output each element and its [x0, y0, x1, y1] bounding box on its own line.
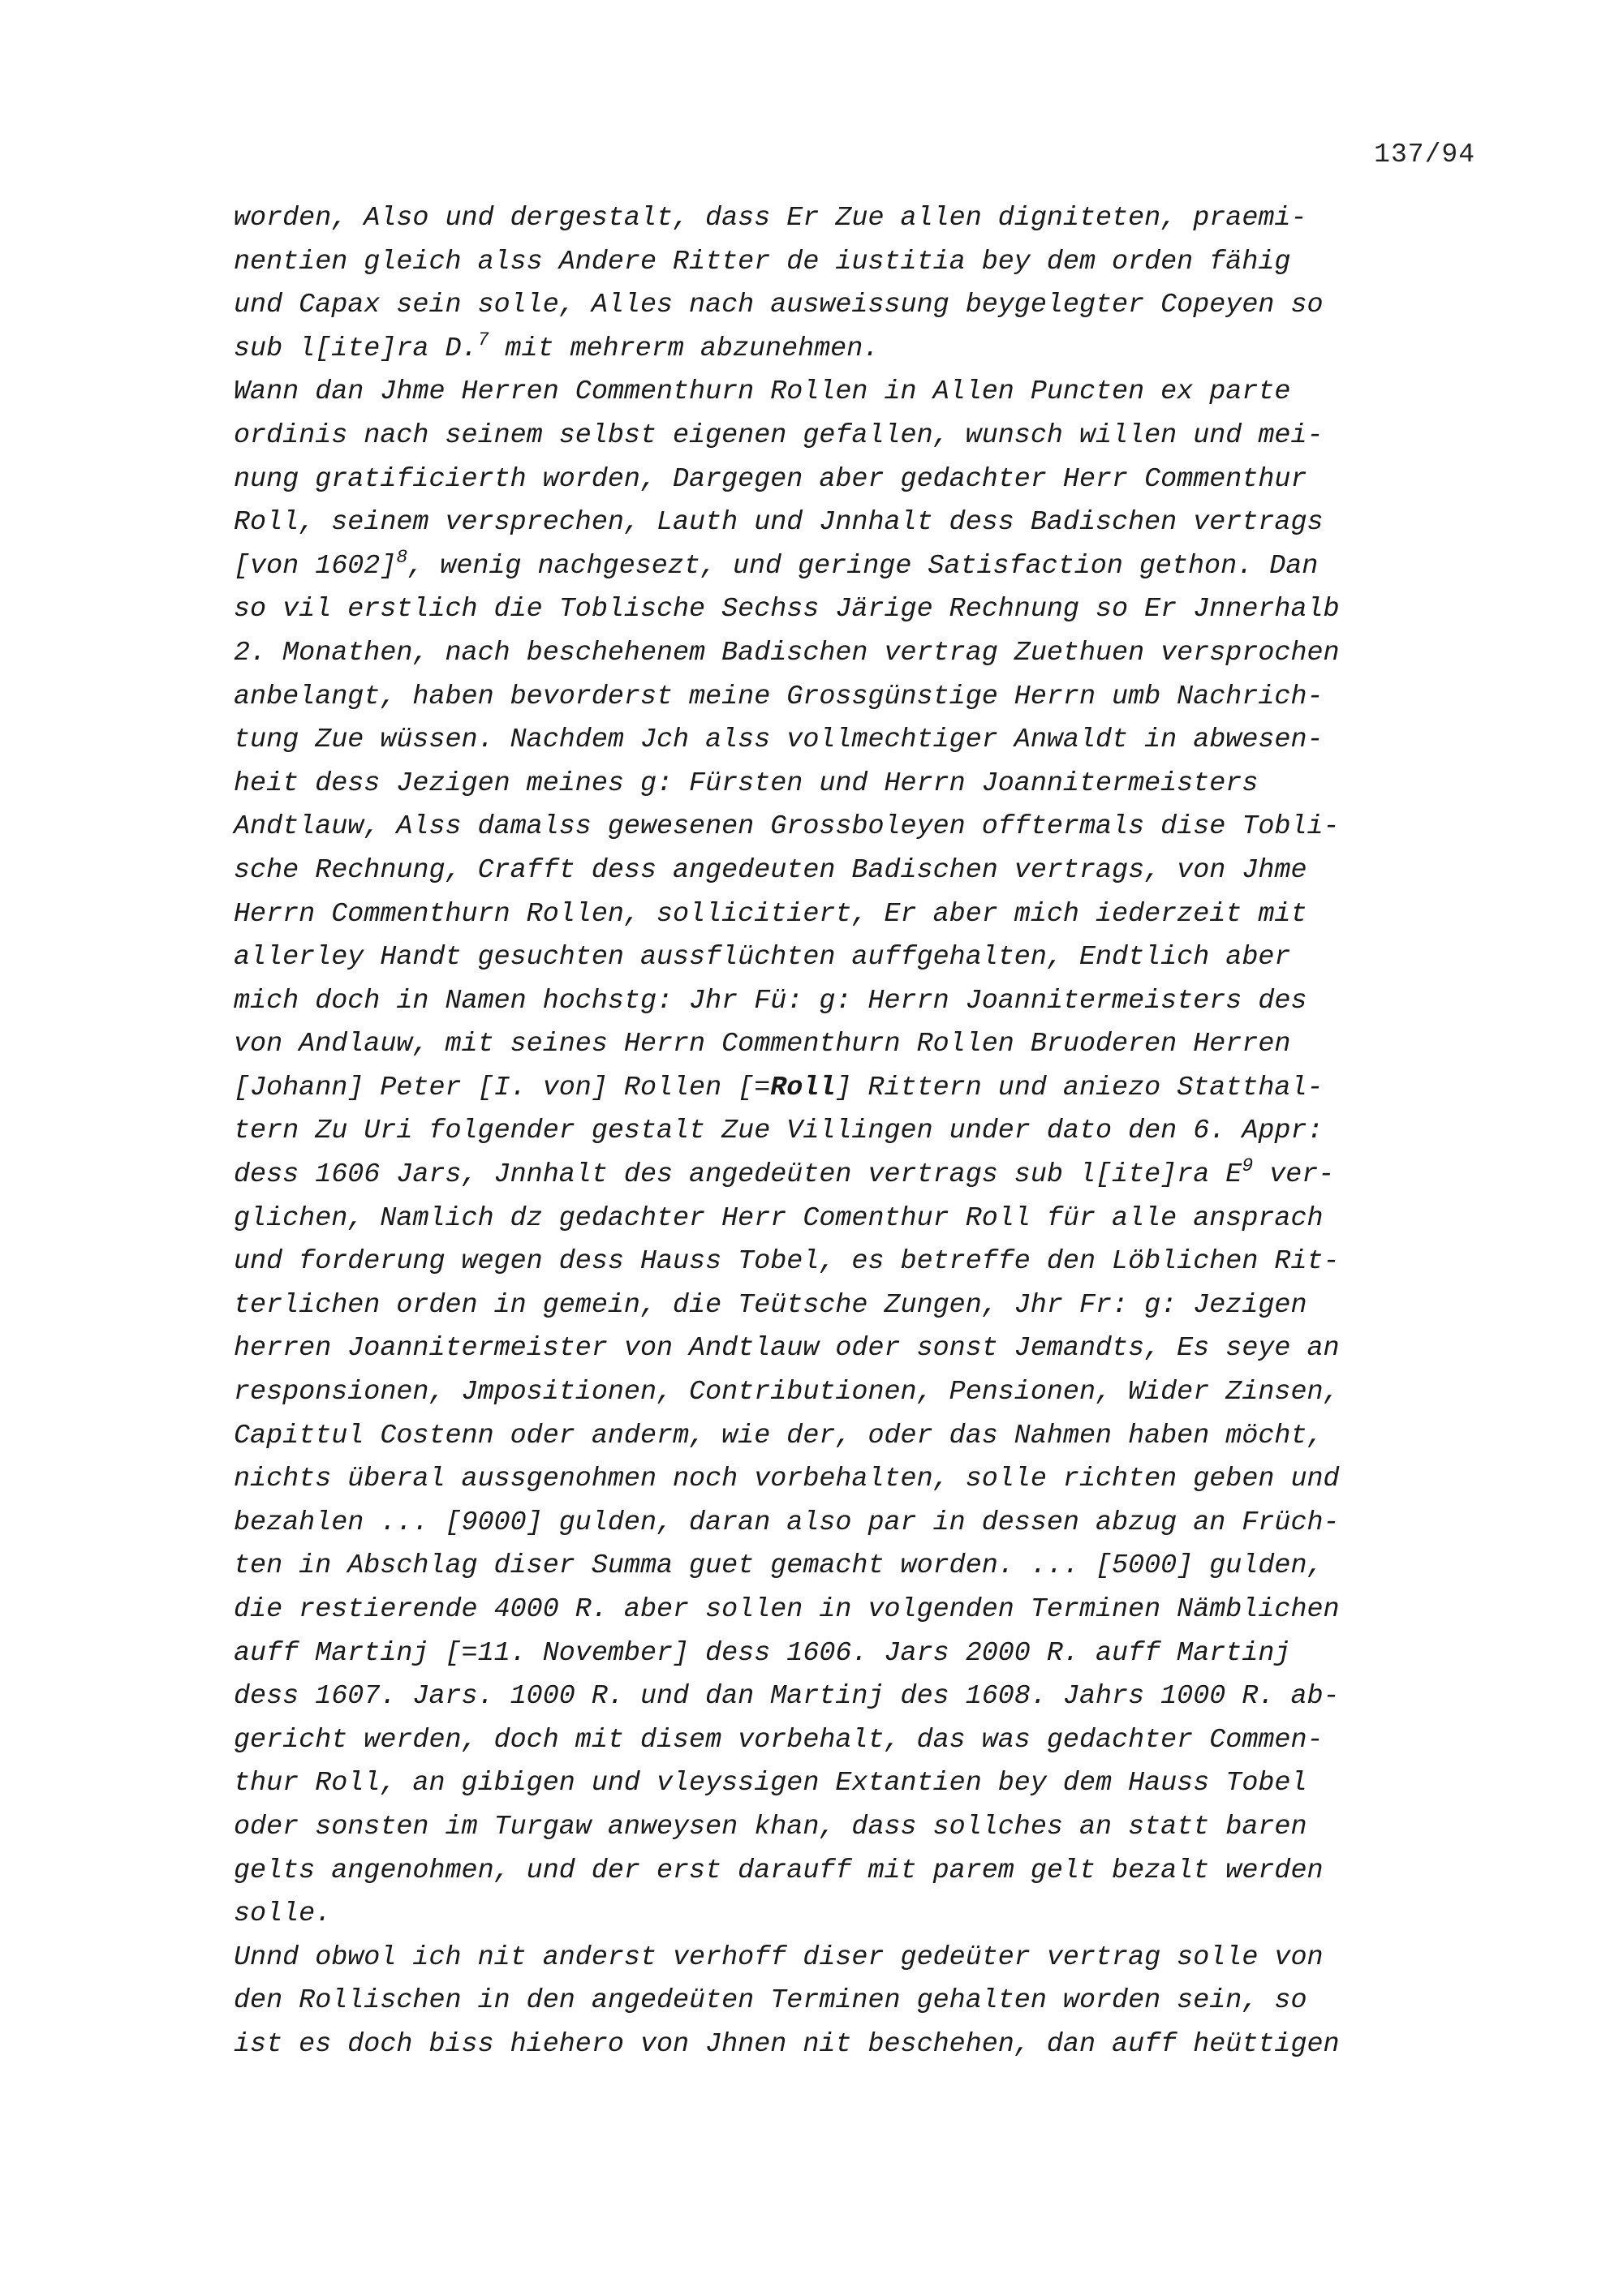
- text-segment: die restierende 4000 R. aber sollen in volgenden Terminen Nämblichen: [234, 1594, 1340, 1625]
- text-line: [234, 1371, 1467, 1415]
- text-line: [234, 806, 1467, 849]
- text-line: [234, 1762, 1467, 1806]
- text-line: [234, 2023, 1467, 2067]
- text-segment: ten in Abschlag diser Summa guet gemacht worden. ... [5000] gulden,: [234, 1550, 1324, 1582]
- text-segment: oder sonsten im Turgaw anweysen khan, dass sollches an statt baren: [234, 1811, 1307, 1842]
- text-line: [234, 1240, 1467, 1284]
- text-line: [234, 588, 1467, 632]
- text-line: [234, 676, 1467, 720]
- text-line: [234, 980, 1467, 1024]
- text-line: [234, 1937, 1467, 1980]
- text-segment: ] Rittern und aniezo Statthal-: [835, 1072, 1324, 1103]
- text-line: [234, 1589, 1467, 1632]
- text-segment: gericht werden, doch mit disem vorbehalt, das was gedachter Commen-: [234, 1724, 1324, 1756]
- text-segment: und forderung wegen dess Hauss Tobel, es betreffe den Löblichen Rit-: [234, 1246, 1340, 1278]
- text-line: [234, 1980, 1467, 2023]
- text-line: [234, 893, 1467, 937]
- text-segment: auff Martinj [=11. November] dess 1606. Jars 2000 R. auff Martinj: [234, 1637, 1291, 1669]
- text-line: [234, 763, 1467, 806]
- text-segment: thur Roll, an gibigen und vleyssigen Extantien bey dem Hauss Tobel: [234, 1768, 1307, 1799]
- text-segment: allerley Handt gesuchten aussflüchten auffgehalten, Endtlich aber: [234, 942, 1291, 974]
- text-line: [234, 328, 1467, 372]
- text-segment: so vil erstlich die Toblische Sechss Järige Rechnung so Er Jnnerhalb: [234, 594, 1340, 626]
- text-segment: Herrn Commenthurn Rollen, sollicitiert, Er aber mich iederzeit mit: [234, 898, 1307, 930]
- text-segment: den Rollischen in den angedeüten Terminen gehalten worden sein, so: [234, 1985, 1307, 2017]
- text-line: [234, 1154, 1467, 1197]
- text-segment: ver-: [1253, 1159, 1335, 1191]
- text-line: [234, 1502, 1467, 1546]
- text-line: [234, 1023, 1467, 1067]
- text-segment: sub l[ite]ra D.: [234, 333, 478, 364]
- text-segment: Unnd obwol ich nit anderst verhoff diser gedeüter vertrag solle von: [234, 1941, 1324, 1973]
- text-line: [234, 1458, 1467, 1502]
- footnote-marker: 8: [396, 546, 408, 568]
- text-line: [234, 719, 1467, 763]
- text-line: [234, 632, 1467, 676]
- text-segment: heit dess Jezigen meines g: Fürsten und Herrn Joannitermeisters: [234, 767, 1259, 799]
- text-segment: herren Joannitermeister von Andtlauw oder sonst Jemandts, Es seye an: [234, 1333, 1340, 1365]
- bold-text-segment: Roll: [770, 1072, 836, 1103]
- text-line: [234, 1545, 1467, 1589]
- footnote-marker: 7: [477, 329, 489, 350]
- text-line: [234, 1806, 1467, 1850]
- text-line: [234, 545, 1467, 589]
- text-line: [234, 241, 1467, 285]
- text-segment: dess 1606 Jars, Jnnhalt des angedeüten vertrags sub l[ite]ra E: [234, 1159, 1242, 1191]
- text-segment: 2. Monathen, nach beschehenem Badischen vertrag Zuethuen versprochen: [234, 637, 1340, 669]
- text-line: [234, 936, 1467, 980]
- text-segment: gelts angenohmen, und der erst darauff mit parem gelt bezalt werden: [234, 1855, 1324, 1886]
- text-segment: tung Zue wüssen. Nachdem Jch alss vollmechtiger Anwaldt in abwesen-: [234, 724, 1324, 756]
- text-segment: solle.: [234, 1898, 332, 1930]
- transcription-body: [234, 197, 1467, 2067]
- text-segment: sche Rechnung, Crafft dess angedeuten Badischen vertrags, von Jhme: [234, 854, 1307, 886]
- text-line: [234, 1197, 1467, 1241]
- text-segment: glichen, Namlich dz gedachter Herr Comenthur Roll für alle ansprach: [234, 1202, 1324, 1234]
- text-line: [234, 1327, 1467, 1371]
- text-segment: von Andlauw, mit seines Herrn Commenthurn Rollen Bruoderen Herren: [234, 1029, 1291, 1060]
- text-segment: responsionen, Jmpositionen, Contributionen, Pensionen, Wider Zinsen,: [234, 1377, 1340, 1408]
- text-line: [234, 1675, 1467, 1719]
- text-segment: worden, Also und dergestalt, dass Er Zue allen digniteten, praemi-: [234, 203, 1307, 234]
- text-line: [234, 1110, 1467, 1154]
- text-segment: [von 1602]: [234, 550, 397, 582]
- text-segment: Capittul Costenn oder anderm, wie der, oder das Nahmen haben möcht,: [234, 1420, 1324, 1451]
- text-line: [234, 458, 1467, 502]
- text-segment: tern Zu Uri folgender gestalt Zue Villingen under dato den 6. Appr:: [234, 1116, 1324, 1147]
- text-line: [234, 197, 1467, 241]
- page-number: 137/94: [1374, 140, 1475, 170]
- footnote-marker: 9: [1242, 1155, 1254, 1177]
- text-segment: ordinis nach seinem selbst eigenen gefallen, wunsch willen und mei-: [234, 419, 1324, 451]
- text-line: [234, 1719, 1467, 1763]
- text-line: [234, 1284, 1467, 1328]
- text-segment: und Capax sein solle, Alles nach ausweissung beygelegter Copeyen so: [234, 290, 1324, 321]
- text-segment: nentien gleich alss Andere Ritter de iustitia bey dem orden fähig: [234, 246, 1291, 277]
- text-segment: Roll, seinem versprechen, Lauth und Jnnhalt dess Badischen vertrags: [234, 507, 1324, 539]
- text-segment: nung gratificierth worden, Dargegen aber gedachter Herr Commenthur: [234, 463, 1307, 495]
- text-segment: mich doch in Namen hochstg: Jhr Fü: g: Herrn Joannitermeisters des: [234, 985, 1307, 1017]
- text-segment: ist es doch biss hiehero von Jhnen nit beschehen, dan auff heüttigen: [234, 2028, 1340, 2060]
- text-segment: terlichen orden in gemein, die Teütsche Zungen, Jhr Fr: g: Jezigen: [234, 1289, 1307, 1321]
- text-line: [234, 1850, 1467, 1894]
- text-segment: bezahlen ... [9000] gulden, daran also par in dessen abzug an Früch-: [234, 1507, 1340, 1538]
- text-line: [234, 371, 1467, 415]
- text-line: [234, 1632, 1467, 1676]
- text-segment: mit mehrerm abzunehmen.: [489, 333, 880, 364]
- text-segment: dess 1607. Jars. 1000 R. und dan Martinj des 1608. Jahrs 1000 R. ab-: [234, 1681, 1340, 1713]
- text-line: [234, 415, 1467, 458]
- text-segment: nichts überal aussgenohmen noch vorbehalten, solle richten geben und: [234, 1464, 1340, 1495]
- text-segment: anbelangt, haben bevorderst meine Grossgünstige Herrn umb Nachrich-: [234, 681, 1324, 712]
- text-line: [234, 501, 1467, 545]
- text-segment: [Johann] Peter [I. von] Rollen [=: [234, 1072, 771, 1103]
- text-segment: , wenig nachgesezt, und geringe Satisfaction gethon. Dan: [407, 550, 1319, 582]
- text-line: [234, 1415, 1467, 1459]
- text-line: [234, 284, 1467, 328]
- text-line: [234, 1893, 1467, 1937]
- text-segment: Andtlauw, Alss damalss gewesenen Grossboleyen offtermals dise Tobli-: [234, 811, 1340, 843]
- text-line: [234, 1067, 1467, 1111]
- text-segment: Wann dan Jhme Herren Commenthurn Rollen in Allen Puncten ex parte: [234, 376, 1291, 408]
- text-line: [234, 849, 1467, 893]
